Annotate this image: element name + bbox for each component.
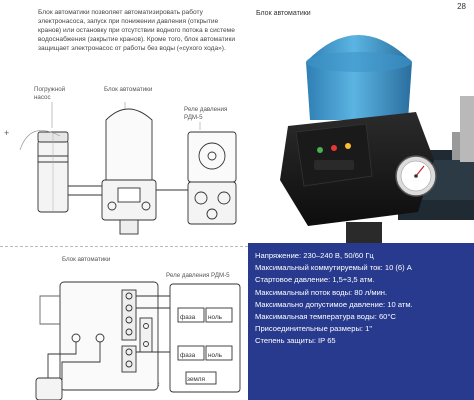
pressure-unit-illustration (248, 0, 474, 243)
section-separator (0, 246, 248, 247)
spec-max-flow: Максимальный поток воды: 80 л/мин. (255, 287, 388, 297)
spec-connection-size: Присоединительные размеры: 1" (255, 324, 373, 334)
spec-max-temperature: Максимальная температура воды: 60°С (255, 312, 396, 322)
spec-max-current: Максимальный коммутируемый ток: 10 (6) А (255, 263, 412, 273)
relay-label-bottom: Реле давления РДМ-5 (166, 272, 230, 279)
wiring-diagram (0, 262, 248, 400)
spec-start-pressure: Стартовое давление: 1,5÷3,5 атм. (255, 275, 375, 285)
unit-label-bottom: Блок автоматики (62, 256, 111, 263)
svg-text:+: + (4, 128, 10, 138)
specs-list (255, 250, 470, 348)
ground-label: земля (187, 376, 205, 383)
top-diagram (0, 80, 248, 245)
right-column (248, 0, 474, 400)
spec-max-pressure: Максимально допустимое давление: 10 атм. (255, 299, 413, 309)
product-photo (248, 0, 474, 243)
neutral-label-1: ноль (208, 314, 223, 321)
relay-label-top: Реле давления РДМ-5 (184, 106, 228, 121)
intro-text: Блок автоматики позволяет автоматизировать работу электронасоса, запуск при понижении давления (открытие кранов) или остановку при отсутствии водного потока в системе водоснабжения (закрытие кранов). Кроме того, блок автоматики защищает электронасос от работы без воды («сухого хода»). (38, 9, 236, 52)
phase-label-2: фаза (180, 352, 196, 359)
phase-label-1: фаза (180, 314, 196, 321)
spec-voltage: Напряжение: 230–240 В, 50/60 Гц (255, 251, 374, 260)
pump-label-top: Погружной насос (34, 86, 66, 101)
neutral-label-2: ноль (208, 352, 223, 359)
photo-caption: Блок автоматики (256, 10, 311, 17)
unit-label-top: Блок автоматики (104, 86, 153, 93)
spec-protection-class: Степень защиты: IP 65 (255, 336, 336, 346)
page-number: 28 (457, 2, 466, 11)
